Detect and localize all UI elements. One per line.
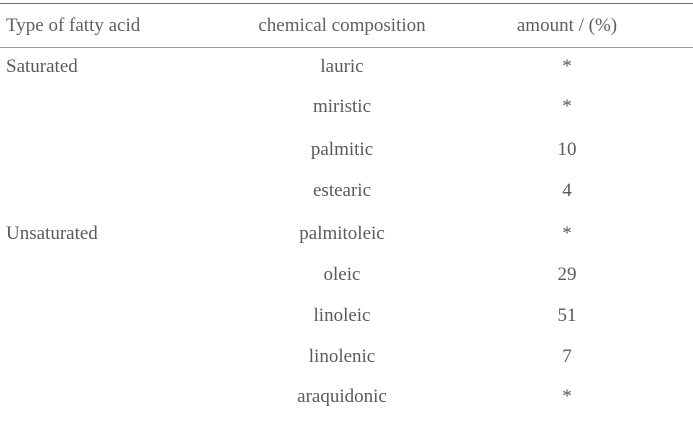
cell-composition: lauric bbox=[320, 56, 364, 77]
cell-composition: palmitoleic bbox=[299, 223, 385, 244]
cell-amount: 7 bbox=[562, 346, 572, 367]
cell-amount: 29 bbox=[557, 264, 577, 285]
table-top-rule bbox=[0, 3, 693, 4]
cell-amount: * bbox=[562, 96, 572, 117]
cell-amount: * bbox=[562, 386, 572, 407]
cell-composition: estearic bbox=[312, 180, 372, 201]
cell-composition: araquidonic bbox=[297, 386, 387, 407]
cell-amount: 51 bbox=[557, 305, 577, 326]
cell-composition: oleic bbox=[323, 264, 361, 285]
table-row bbox=[0, 139, 693, 179]
cell-amount: * bbox=[562, 223, 572, 244]
cell-composition: miristic bbox=[312, 96, 372, 117]
header-amount: amount / (%) bbox=[516, 15, 618, 36]
cell-composition: linoleic bbox=[313, 305, 371, 326]
table-row bbox=[0, 386, 693, 426]
table-row bbox=[0, 96, 693, 136]
table-header-rule bbox=[0, 47, 693, 48]
cell-composition: linolenic bbox=[308, 346, 376, 367]
table-row bbox=[0, 223, 693, 263]
cell-type: Saturated bbox=[6, 56, 78, 77]
table-row bbox=[0, 264, 693, 304]
table-row bbox=[0, 346, 693, 386]
cell-amount: 4 bbox=[562, 180, 572, 201]
table-row bbox=[0, 180, 693, 220]
header-chemical-composition: chemical composition bbox=[258, 15, 426, 36]
cell-amount: 10 bbox=[557, 139, 577, 160]
cell-type: Unsaturated bbox=[6, 223, 98, 244]
table-row bbox=[0, 56, 693, 96]
header-type-of-fatty-acid: Type of fatty acid bbox=[6, 15, 141, 36]
table-row bbox=[0, 305, 693, 345]
cell-composition: palmitic bbox=[310, 139, 374, 160]
cell-amount: * bbox=[562, 56, 572, 77]
